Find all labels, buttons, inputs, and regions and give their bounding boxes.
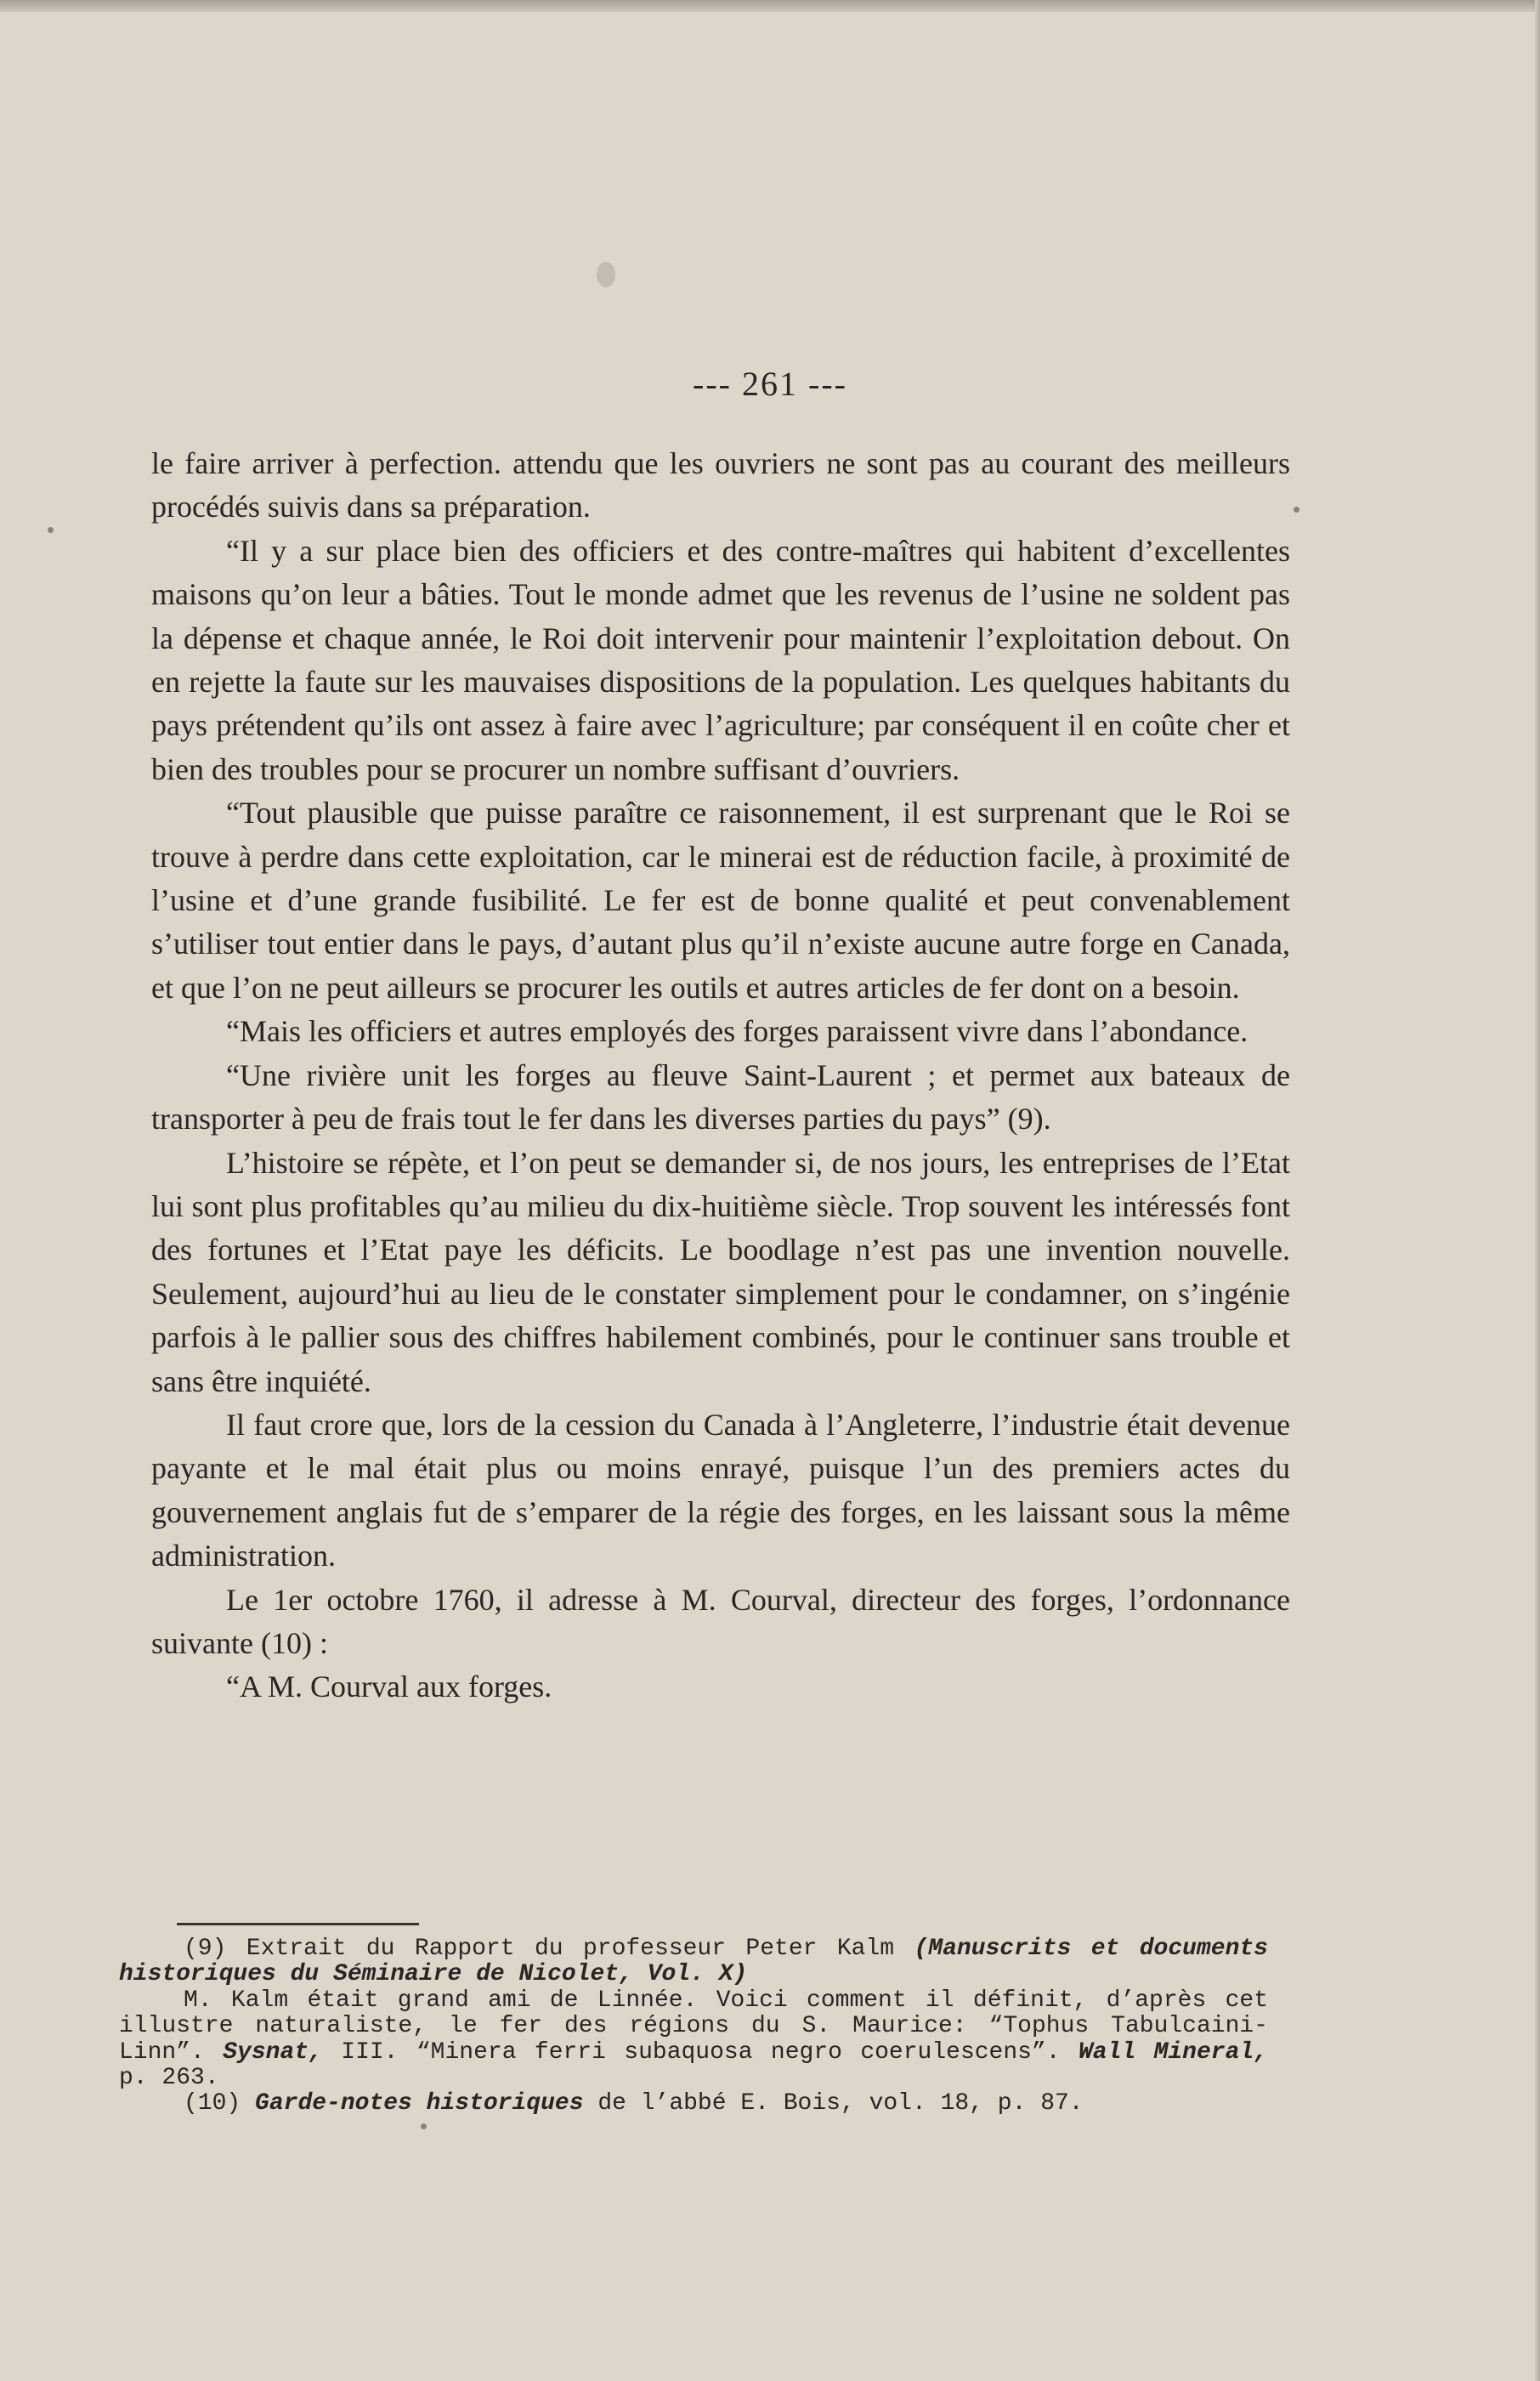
ink-smudge xyxy=(597,262,615,287)
page-number: --- 261 --- xyxy=(693,365,847,403)
footnote-9 xyxy=(119,1936,1268,1988)
footnote-text: p. 263. xyxy=(119,2065,219,2092)
paragraph: L’histoire se répète, et l’on peut se demander si, de nos jours, les entreprises de l’Etat lui sont plus profitables qu’au milieu du dix-huitième siècle. Trop souvent les intéressés font des fortunes et l’Etat paye les déficits. Le boodlage n’est pas une invention nouvelle. Seulement, aujourd’hui au lieu de le constater simplement pour le condamner, on s’ingénie parfois à le pallier sous des chiffres habilement combinés, pour le continuer sans trouble et sans être inquiété. xyxy=(151,1145,1290,1398)
footnote-text: M. Kalm était grand ami de Linnée. Voici comment il définit, d’après cet illustre naturaliste, le fer des régions du S. Maurice: “Tophus Tabulcaini-Linn”. xyxy=(119,1987,1268,2066)
speck xyxy=(1294,507,1299,513)
paragraph: Il faut crore que, lors de la cession du Canada à l’Angleterre, l’industrie était devenue payante et le mal était plus ou moins enrayé, puisque l’un des premiers actes du gouvernement anglais fut de s’emparer de la régie des forges, en les laissant sous la même administration. xyxy=(151,1407,1290,1573)
paragraph: le faire arriver à perfection. attendu que les ouvriers ne sont pas au courant des meilleurs procédés suivis dans sa préparation. xyxy=(151,446,1290,524)
footnote-10 xyxy=(119,2091,1268,2117)
footnote-source-title: Garde-notes historiques xyxy=(255,2090,584,2117)
footnote-text: Extrait du Rapport du professeur Peter Kalm xyxy=(246,1936,895,1962)
paragraph: “Mais les officiers et autres employés des forges paraissent vivre dans l’abondance. xyxy=(226,1014,1248,1049)
footnote-kalm xyxy=(119,1988,1268,2092)
footnotes xyxy=(119,1936,1268,2117)
footnote-text: de l’abbé E. Bois, vol. 18, p. 87. xyxy=(597,2090,1084,2117)
paragraph: “Une rivière unit les forges au fleuve Saint-Laurent ; et permet aux bateaux de transporter à peu de frais tout le fer dans les diverses parties du pays” (9). xyxy=(151,1057,1290,1137)
speck xyxy=(421,2123,427,2129)
footnote-divider xyxy=(177,1923,419,1925)
speck xyxy=(48,527,54,533)
footnote-text: III. “Minera ferri subaquosa negro coerulescens”. xyxy=(341,2038,1061,2066)
footnote-marker: (10) xyxy=(184,2090,241,2117)
paragraph: “Il y a sur place bien des officiers et des contre-maîtres qui habitent d’excellentes maisons qu’on leur a bâties. Tout le monde admet que les revenus de l’usine ne soldent pas la dépense et chaque année, le Roi doit intervenir pour maintenir l’exploitation debout. On en rejette la faute sur les mauvaises dispositions de la population. Les quelques habitants du pays prétendent qu’ils ont assez à faire avec l’agriculture; par conséquent il en coûte cher et bien des troubles pour se procurer un nombre suffisant d’ouvriers. xyxy=(151,533,1290,786)
page-top-edge xyxy=(0,0,1540,12)
paragraph: “A M. Courval aux forges. xyxy=(226,1670,552,1704)
paragraph: Le 1er octobre 1760, il adresse à M. Courval, directeur des forges, l’ordonnance suivante (10) : xyxy=(151,1582,1290,1660)
paragraph: “Tout plausible que puisse paraître ce raisonnement, il est surprenant que le Roi se trouve à perdre dans cette exploitation, car le minerai est de réduction facile, à proximité de l’usine et d’une grande fusibilité. Le fer est de bonne qualité et peut convenablement s’utiliser tout entier dans le pays, d’autant plus qu’il n’existe aucune autre forge en Canada, et que l’on ne peut ailleurs se procurer les outils et autres articles de fer dont on a besoin. xyxy=(151,796,1290,1005)
footnote-marker: (9) xyxy=(184,1936,227,1962)
footnote-source-title: Sysnat, xyxy=(223,2038,323,2066)
page-right-edge xyxy=(1535,0,1540,2381)
footnote-source-title: Wall Mineral, xyxy=(1078,2038,1268,2066)
body-text xyxy=(151,442,1290,1709)
footnote-source-title: (Manuscrits et documents historiques du Séminaire de Nicolet, Vol. X) xyxy=(119,1936,1268,1988)
